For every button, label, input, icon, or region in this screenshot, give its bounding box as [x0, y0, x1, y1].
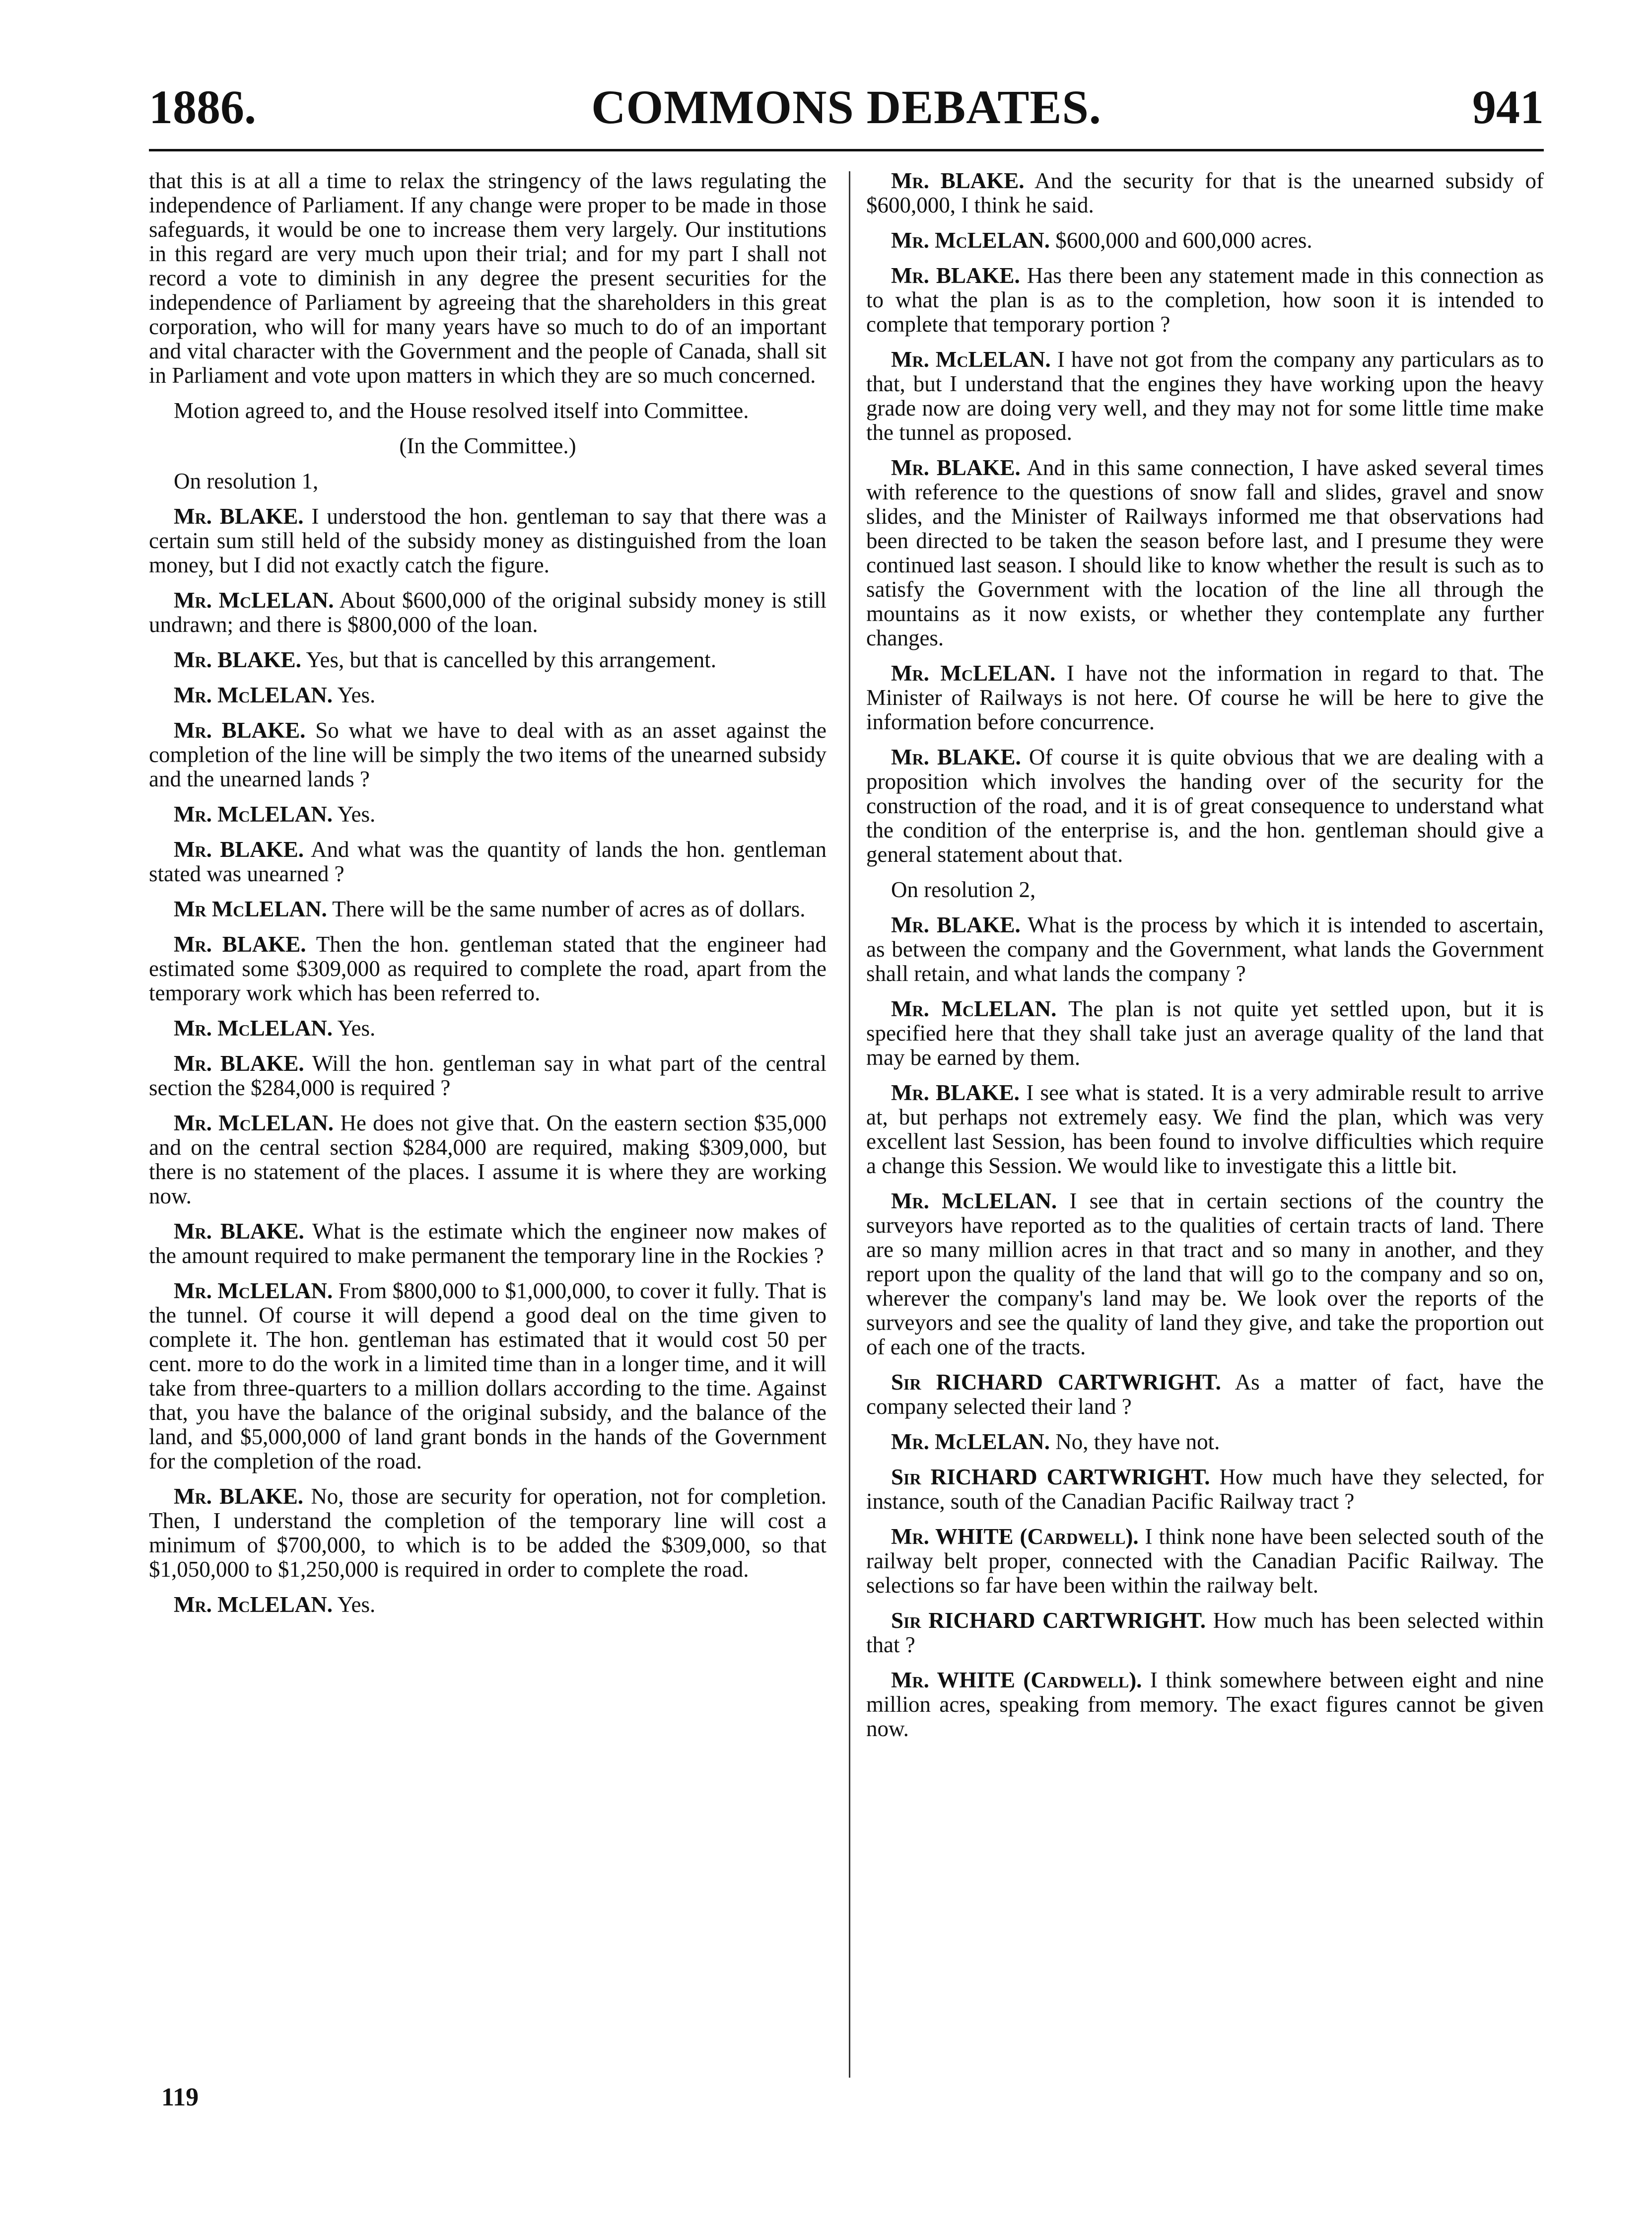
speech-text: From $800,000 to $1,000,000, to cover it fully. That is the tunnel. Of course it will depend a good deal on the time given to complete it. The hon. gentleman has estimated that it would cost 50 per cent. more to do the work in a limited time than in a longer time, and it will take from three-quarters to a million dollars according to the time. Against that, you have the balance of the original subsidy, and the balance of the land, and $5,000,000 of land grant bonds in the hands of the Government for the completion of the road. — [149, 1278, 826, 1473]
speech-text: I think somewhere between eight and nine million acres, speaking from memory. The exact figures cannot be given now. — [866, 1668, 1544, 1741]
speaker-name: Sir RICHARD CARTWRIGHT. — [891, 1370, 1221, 1395]
speech-paragraph — [149, 683, 826, 707]
speech-text: There will be the same number of acres as of dollars. — [332, 897, 806, 921]
speech-text: What is the estimate which the engineer now makes of the amount required to make permanent the temporary line in the Rockies ? — [149, 1219, 826, 1268]
speech-text: I understood the hon. gentleman to say that there was a certain sum still held of the subsidy money as distinguished from the loan money, but I did not exactly catch the figure. — [149, 504, 826, 577]
speaker-name: Mr. BLAKE. — [174, 1484, 303, 1509]
speech-paragraph — [149, 504, 826, 577]
speaker-name: Mr. McLELAN. — [891, 1189, 1057, 1213]
speech-paragraph — [866, 745, 1544, 867]
speech-text: As a matter of fact, have the company selected their land ? — [866, 1370, 1544, 1419]
speaker-name: Mr. BLAKE. — [174, 504, 304, 529]
left-column — [149, 169, 826, 2135]
speech-paragraph — [149, 897, 826, 921]
speech-text: Has there been any statement made in this connection as to what the plan is as to the completion, how soon it is intended to complete that temporary portion ? — [866, 263, 1544, 337]
speaker-name: Mr. BLAKE. — [891, 745, 1021, 770]
speech-text: How much have they selected, for instance, south of the Canadian Pacific Railway tract ? — [866, 1465, 1544, 1514]
speech-paragraph — [866, 1668, 1544, 1741]
speech-paragraph — [149, 648, 826, 672]
speaker-name: Mr. BLAKE. — [174, 932, 306, 957]
header-rule — [149, 149, 1544, 151]
speech-text: And the security for that is the unearned subsidy of $600,000, I think he said. — [866, 169, 1544, 217]
speaker-name: Mr. BLAKE. — [891, 263, 1020, 288]
speech-paragraph — [866, 1525, 1544, 1598]
speech-paragraph — [866, 1465, 1544, 1514]
speaker-name: Mr. McLELAN. — [174, 1592, 333, 1617]
speech-text: Of course it is quite obvious that we are dealing with a proposition which involves the handing over of the security for the construction of the road, and it is of great consequence to understand what the condition of the enterprise is, and the hon. gentleman should give a general statement about that. — [866, 745, 1544, 867]
speech-text: I have not the information in regard to that. The Minister of Railways is not here. Of course he will be here to give the information before concurrence. — [866, 661, 1544, 734]
procedural-paragraph: Motion agreed to, and the House resolved itself into Committee. — [174, 398, 749, 423]
speech-paragraph — [866, 1081, 1544, 1178]
speaker-name: Mr. McLELAN. — [891, 228, 1050, 253]
procedural-paragraph: On resolution 2, — [891, 877, 1036, 902]
speaker-name: Mr. McLELAN. — [174, 1278, 333, 1303]
speech-paragraph — [149, 718, 826, 791]
speech-paragraph — [149, 1051, 826, 1100]
speaker-name: Mr. McLELAN. — [174, 1111, 334, 1135]
speaker-name: Mr. BLAKE. — [891, 455, 1021, 480]
speaker-name: Sir RICHARD CARTWRIGHT. — [891, 1465, 1210, 1489]
speaker-name: Mr. McLELAN. — [891, 1429, 1050, 1454]
speech-paragraph — [149, 1484, 826, 1582]
speaker-name: Mr. WHITE (Cardwell). — [891, 1524, 1139, 1549]
speaker-name: Mr. BLAKE. — [174, 718, 306, 743]
signature-mark: 119 — [161, 2083, 199, 2111]
header-year: 1886. — [149, 80, 256, 134]
header-title: COMMONS DEBATES. — [591, 80, 1101, 134]
speaker-name: Mr. WHITE (Cardwell). — [891, 1668, 1142, 1692]
speech-text: No, they have not. — [1055, 1429, 1220, 1454]
speaker-name: Sir RICHARD CARTWRIGHT. — [891, 1608, 1206, 1633]
speech-paragraph — [149, 1111, 826, 1208]
speech-paragraph — [866, 1370, 1544, 1419]
speech-text: I see what is stated. It is a very admirable result to arrive at, but perhaps not extremely easy. We find the plan, which was very excellent last Session, has been found to involve difficulties which require a change this Session. We would like to investigate this a little bit. — [866, 1080, 1544, 1178]
speaker-name: Mr. BLAKE. — [174, 1051, 304, 1076]
right-column — [866, 169, 1544, 2135]
speech-text: And what was the quantity of lands the hon. gentleman stated was unearned ? — [149, 837, 826, 886]
speech-text: Yes, but that is cancelled by this arrangement. — [306, 647, 716, 672]
speech-paragraph — [149, 1219, 826, 1268]
speech-paragraph — [866, 1609, 1544, 1657]
speaker-name: Mr. McLELAN. — [174, 588, 334, 613]
committee-heading: (In the Committee.) — [399, 433, 576, 458]
speech-text: How much has been selected within that ? — [866, 1608, 1544, 1657]
speech-paragraph — [149, 1016, 826, 1041]
speech-paragraph — [866, 1430, 1544, 1454]
speech-paragraph — [866, 264, 1544, 337]
speech-text: He does not give that. On the eastern section $35,000 and on the central section $284,000 are required, making $309,000, but there is no statement of the places. I assume it is where they are working now. — [149, 1111, 826, 1208]
speech-paragraph — [866, 913, 1544, 986]
speech-text: $600,000 and 600,000 acres. — [1055, 228, 1312, 253]
speech-text: No, those are security for operation, not for completion. Then, I understand the completion of the temporary line will cost a minimum of $700,000, to which is to be added the $309,000, so that $1,050,000 to $1,250,000 is required in order to complete the road. — [149, 1484, 826, 1582]
speech-text: I have not got from the company any particulars as to that, but I understand that the engines they have working upon the heavy grade now are doing very well, and they may not for some little time make the tunnel as proposed. — [866, 347, 1544, 445]
speaker-name: Mr. BLAKE. — [891, 1080, 1020, 1105]
speaker-name: Mr. BLAKE. — [891, 912, 1021, 937]
speaker-name: Mr. BLAKE. — [891, 169, 1025, 193]
speaker-name: Mr. McLELAN. — [891, 996, 1057, 1021]
speech-text: About $600,000 of the original subsidy money is still undrawn; and there is $800,000 of the loan. — [149, 588, 826, 637]
speech-text: And in this same connection, I have asked several times with reference to the questions of snow fall and slides, gravel and snow slides, and the Minister of Railways informed me that observations had been directed to be taken the season before last, and I presume they were continued last season. I should like to know whether the result is such as to satisfy the Government with the location of the line all through the mountains as it now exists, or whether they contemplate any further changes. — [866, 455, 1544, 650]
speech-text: What is the process by which it is intended to ascertain, as between the company and the Government, what lands the Government shall retain, and what lands the company ? — [866, 912, 1544, 986]
speech-paragraph — [149, 588, 826, 637]
speech-paragraph — [149, 932, 826, 1005]
speech-text: I see that in certain sections of the country the surveyors have reported as to the qualities of certain tracts of land. There are so many million acres in that tract and so many in another, and they report upon the quality of the land that will go to the company and so on, wherever the company's land may be. We look over the reports of the surveyors and see the quality of land they give, and take the proportion out of each one of the tracts. — [866, 1189, 1544, 1359]
speech-paragraph — [149, 1279, 826, 1473]
speech-text: Yes. — [337, 802, 376, 827]
speech-paragraph — [866, 661, 1544, 734]
speech-paragraph — [866, 456, 1544, 650]
speech-text: Will the hon. gentleman say in what part of the central section the $284,000 is required ? — [149, 1051, 826, 1100]
speech-paragraph — [866, 997, 1544, 1070]
speech-paragraph — [866, 348, 1544, 445]
page-header — [149, 79, 1544, 139]
speaker-name: Mr McLELAN. — [174, 897, 327, 921]
speaker-name: Mr. McLELAN. — [891, 347, 1051, 372]
continued-paragraph: that this is at all a time to relax the stringency of the laws regulating the independence of Parliament. If any change were proper to be made in those safeguards, it would be one to increase them very largely. Our institutions in this regard are very much upon their trial; and for my part I shall not record a vote to diminish in any degree the present securities for the independence of Parliament by agreeing that the shareholders in this great corporation, who will for many years have so much to do of an important and vital character with the Government and the people of Canada, shall sit in Parliament and vote upon matters in which they are so much concerned. — [149, 169, 826, 388]
speech-text: Yes. — [337, 1016, 376, 1041]
speech-text: Then the hon. gentleman stated that the engineer had estimated some $309,000 as required to complete the road, apart from the temporary work which has been referred to. — [149, 932, 826, 1005]
speaker-name: Mr. McLELAN. — [174, 683, 333, 707]
speaker-name: Mr. BLAKE. — [174, 647, 301, 672]
column-divider — [849, 171, 850, 2078]
speaker-name: Mr. McLELAN. — [174, 802, 333, 827]
speaker-name: Mr. McLELAN. — [174, 1016, 333, 1041]
speech-text: So what we have to deal with as an asset against the completion of the line will be simply the two items of the unearned subsidy and the unearned lands ? — [149, 718, 826, 791]
header-page-number: 941 — [1472, 80, 1544, 134]
procedural-paragraph: On resolution 1, — [174, 469, 319, 493]
speech-paragraph — [149, 1593, 826, 1617]
speech-text: The plan is not quite yet settled upon, but it is specified here that they shall take just an average quality of the land that may be earned by them. — [866, 996, 1544, 1070]
speech-paragraph — [866, 228, 1544, 253]
speech-paragraph — [866, 169, 1544, 217]
speaker-name: Mr. McLELAN. — [891, 661, 1056, 686]
speaker-name: Mr. BLAKE. — [174, 837, 304, 862]
speech-text: I think none have been selected south of the railway belt proper, connected with the Canadian Pacific Railway. The selections so far have been within the railway belt. — [866, 1524, 1544, 1598]
speaker-name: Mr. BLAKE. — [174, 1219, 304, 1244]
speech-paragraph — [149, 838, 826, 886]
speech-paragraph — [866, 1189, 1544, 1359]
speech-paragraph — [149, 802, 826, 827]
speech-text: Yes. — [337, 683, 376, 707]
speech-text: Yes. — [337, 1592, 376, 1617]
